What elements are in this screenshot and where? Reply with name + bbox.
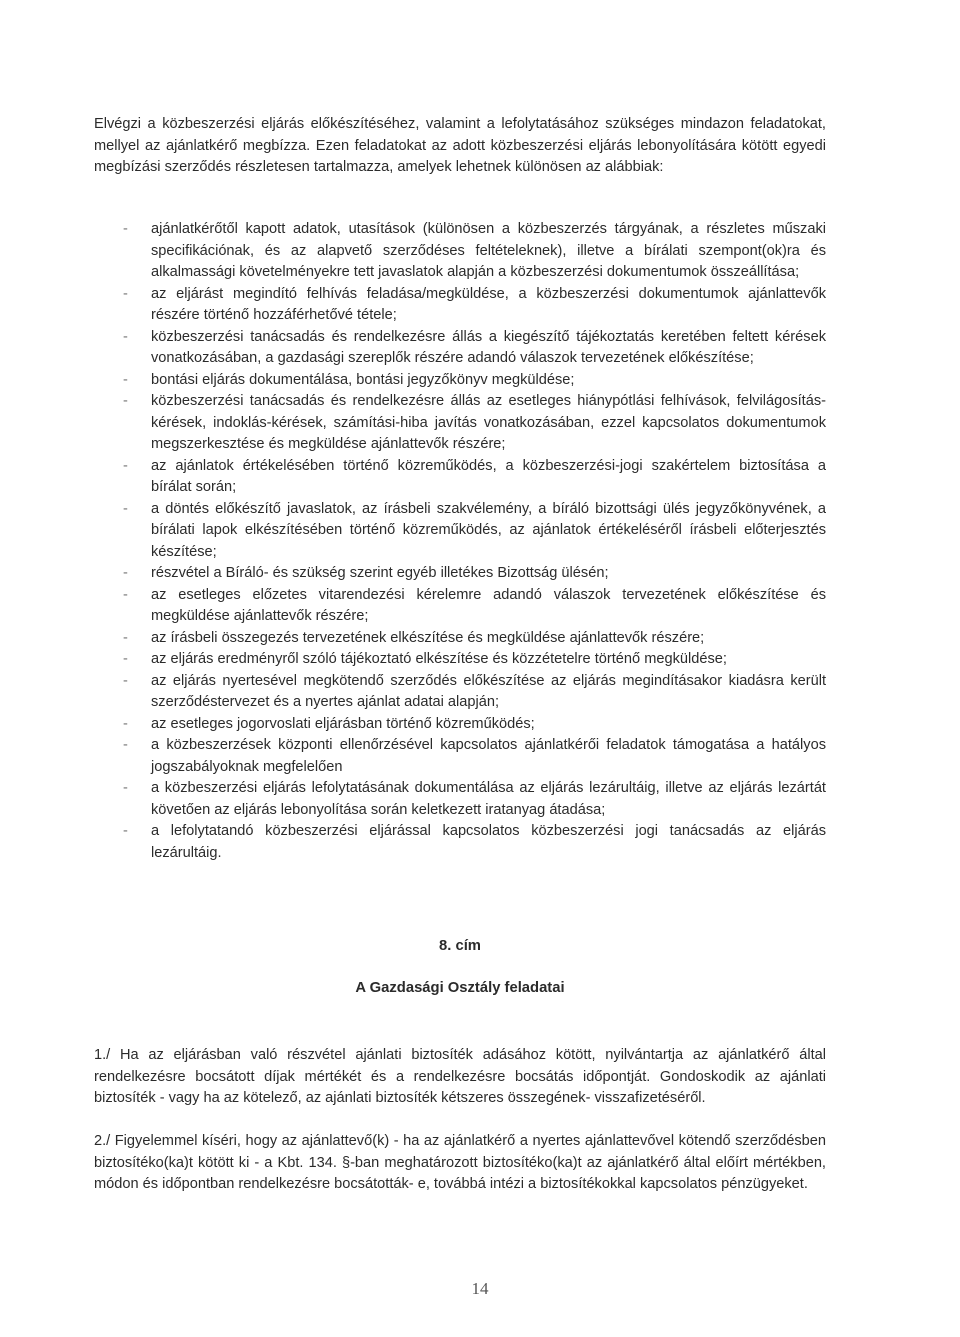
list-item: - az esetleges előzetes vitarendezési kérelemre adandó válaszok tervezetének előkészítése és megküldése ajánlattevők részére; — [123, 586, 826, 624]
list-item: - közbeszerzési tanácsadás és rendelkezésre állás a kiegészítő tájékoztatás keretében feltett kérések vonatkozásában, a gazdasági szereplők részére adandó válaszok tervezetének előkészítése; — [123, 328, 826, 366]
paragraph-1: 1./ Ha az eljárásban való részvétel ajánlati biztosíték adásához kötött, nyilvántartja az ajánlatkérő által rendelkezésre bocsátott díjak mértékét és a rendelkezésre bocsátás időpontját. Gondoskodik az ajánlati biztosíték - vagy ha az kötelező, az ajánlati biztosíték kétszeres összegének- visszafizetéséről. — [94, 1047, 826, 1106]
task-list — [94, 219, 826, 864]
list-dash: - — [123, 500, 128, 517]
list-item: - az ajánlatok értékelésében történő közreműködés, a közbeszerzési-jogi szakértelem biztosítása a bírálat során; — [123, 457, 826, 495]
paragraph-2: 2./ Figyelemmel kíséri, hogy az ajánlattevő(k) - ha az ajánlatkérő a nyertes ajánlattevővel kötendő szerződésben biztosítéko(ka)t kötött ki - a Kbt. 134. §-ban meghatározott biztosítéko(ka)t az ajánlatkérő által előírt mértékben, módon és időpontban rendelkezésre bocsátották- e, továbbá intézi a biztosítékokkal kapcsolatos pénzügyeket. — [94, 1133, 826, 1192]
list-dash: - — [123, 672, 128, 689]
list-item: - a közbeszerzési eljárás lefolytatásának dokumentálása az eljárás lezárultáig, illetve az eljárás lezártát követően az eljárás lebonyolítása során keletkezett iratanyag átadása; — [123, 780, 826, 818]
list-dash: - — [123, 651, 128, 667]
list-dash: - — [123, 371, 128, 388]
list-dash: - — [123, 565, 128, 581]
list-dash: - — [123, 285, 128, 302]
list-dash: - — [123, 457, 128, 474]
list-item: - az esetleges jogorvoslati eljárásban történő közreműködés; — [94, 714, 826, 736]
list-item: - az eljárás eredményről szóló tájékoztató elkészítése és közzétetelre történő megküldése; — [94, 649, 826, 671]
list-item: - a közbeszerzések központi ellenőrzésével kapcsolatos ajánlatkérői feladatok támogatása a hatályos jogszabályoknak megfelelően — [123, 737, 826, 775]
list-dash: - — [123, 715, 128, 732]
list-item: - közbeszerzési tanácsadás és rendelkezésre állás az esetleges hiánypótlási felhívások, felvilágosítás-kérések, indoklás-kérések, számítási-hiba javítás vonatkozásában, ezzel kapcsolatos dokumentumok megszerkesztése és megküldése ajánlattevők részére; — [123, 393, 826, 452]
list-item: - ajánlatkérőtől kapott adatok, utasítások (különösen a közbeszerzés tárgyának, a részletes műszaki specifikációnak, és az alapvető szerződéses feltételeknek), illetve a bírálati szempont(ok)ra és alkalmassági követelményekre tett javaslatok alapján a közbeszerzési dokumentumok összeállítása; — [123, 221, 826, 280]
list-dash: - — [123, 737, 128, 753]
list-item: - az eljárás nyertesével megkötendő szerződés előkészítése az eljárás megindításakor kiadásra került szerződéstervezet és a nyertes ajánlat adatai alapján; — [123, 672, 826, 710]
section-title: A Gazdasági Osztály feladatai — [355, 980, 565, 996]
list-dash: - — [123, 823, 128, 839]
intro-paragraph: Elvégzi a közbeszerzési eljárás előkészítéséhez, valamint a lefolytatásához szükséges mindazon feladatokat, mellyel az ajánlatkérő megbízza. Ezen feladatokat az adott közbeszerzési eljárás lebonyolítására kötött egyedi megbízási szerződés részletesen tartalmazza, amelyek lehetnek különösen az alábbiak: — [94, 116, 826, 175]
list-item: - az eljárást megindító felhívás feladása/megküldése, a közbeszerzési dokumentumok ajánlattevők részére történő hozzáférhetővé tétele; — [123, 285, 826, 323]
section-number: 8. cím — [439, 938, 481, 954]
list-dash: - — [123, 780, 128, 796]
list-dash: - — [123, 629, 128, 646]
list-item: - részvétel a Bíráló- és szükség szerint egyéb illetékes Bizottság ülésén; — [94, 563, 826, 585]
list-item: - az írásbeli összegezés tervezetének elkészítése és megküldése ajánlattevők részére; — [94, 628, 826, 650]
list-item: - a döntés előkészítő javaslatok, az írásbeli szakvélemény, a bíráló bizottsági ülés jegyzőkönyvének, a bírálati lapok elkészítésében történő közreműködés, az ajánlatok értékeléséről írásbeli előterjesztés készítése; — [123, 500, 826, 560]
list-item: - bontási eljárás dokumentálása, bontási jegyzőkönyv megküldése; — [94, 370, 826, 392]
list-dash: - — [123, 586, 128, 603]
list-item: - a lefolytatandó közbeszerzési eljárással kapcsolatos közbeszerzési jogi tanácsadás az eljárás lezárultáig. — [123, 823, 826, 861]
list-dash: - — [123, 221, 128, 237]
list-dash: - — [123, 393, 128, 409]
list-dash: - — [123, 328, 128, 345]
page-number: 14 — [471, 1279, 489, 1298]
